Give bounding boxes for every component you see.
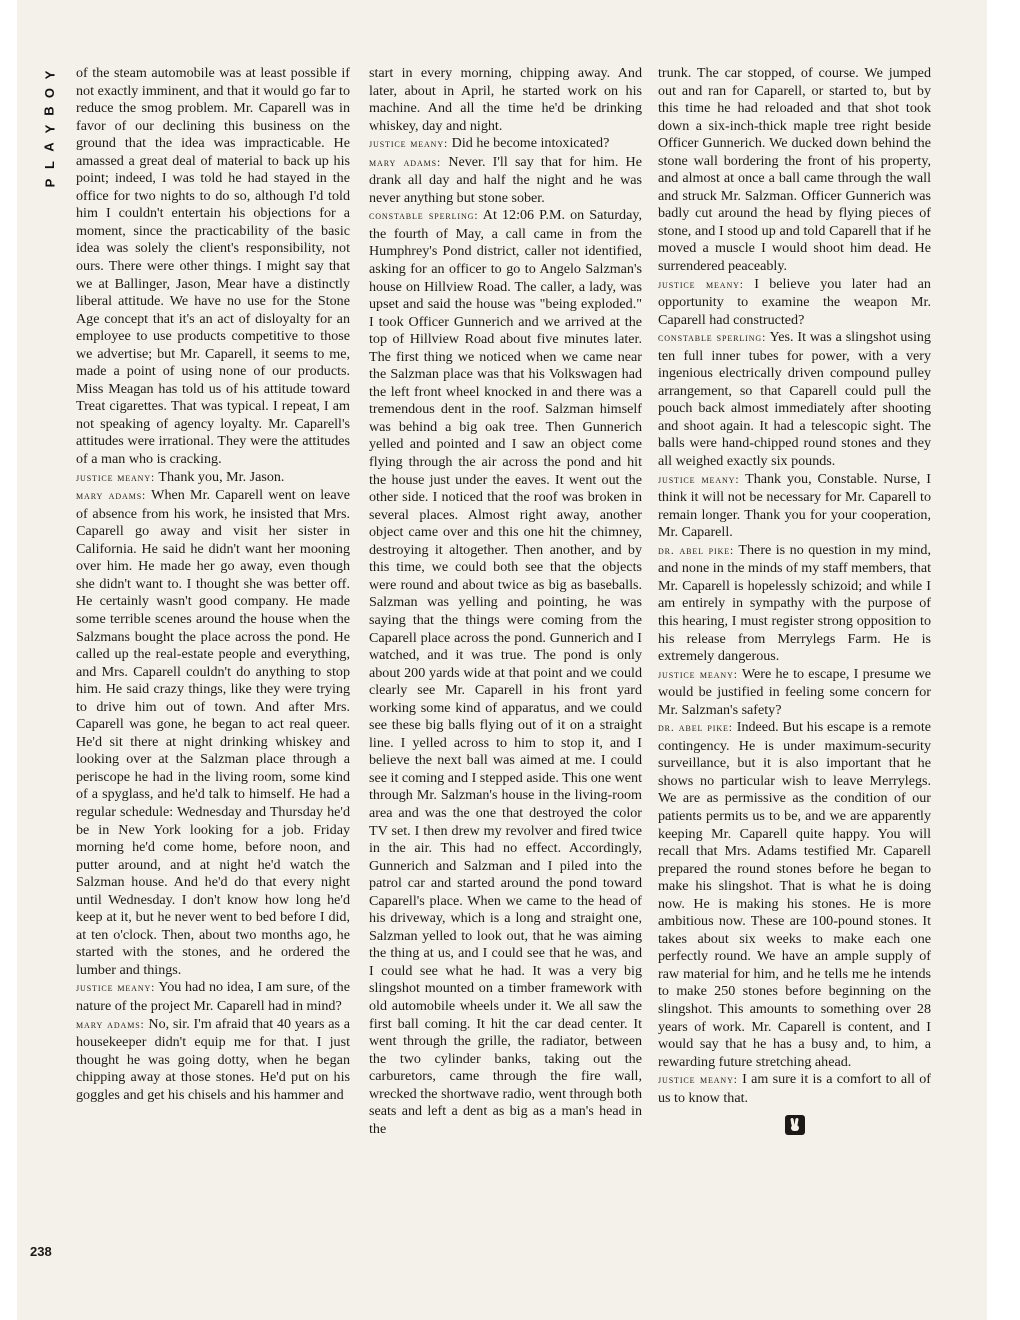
masthead-letter: B [41, 106, 57, 116]
masthead-letter: P [41, 178, 57, 188]
speaker-label: mary adams: [76, 1018, 145, 1031]
text-column-1 [76, 65, 350, 1104]
paragraph-text: There is no question in my mind, and none in the minds of my staff members, that Mr. Caparell is hopelessly schizoid; and while I am entirely in sympathy with the purpose of this hearing, I must register strong opposition to his release from Merrylegs Farm. He is extremely dangerous. [658, 541, 931, 665]
paragraph [76, 65, 350, 469]
paragraph [658, 666, 931, 720]
speaker-label: justice meany: [369, 138, 449, 151]
paragraph-text: trunk. The car stopped, of course. We jumped out and ran for Caparell, or started to, but by this time he had reloaded and that shot took down a six-inch-thick maple tree right beside Officer Gunnerich. We ducked down behind the stone wall bordering the front of his property, and almost at once a ball came through the wall and struck Mr. Salzman. Officer Gunnerich was badly cut around the head by flying pieces of stone, and I stood up and told Caparell that if he moved a muscle I would shoot him dead. He surrendered peaceably. [658, 65, 931, 275]
paragraph [658, 65, 931, 276]
paragraph [76, 979, 350, 1015]
paragraph [76, 487, 350, 979]
paragraph [658, 329, 931, 470]
masthead-letter: A [41, 142, 57, 152]
paragraph-text: When Mr. Caparell went on leave of absence from his work, he insisted that Mrs. Caparell go away and visit her sister in California. He said he didn't want her mooning over him. He made her go away, even though she didn't want to. I thought she was better off. He certainly wasn't good company. He made some terrible scenes around the house when the Salzmans bought the place across the pond. He called up the real-estate people and everything, and Mrs. Caparell couldn't do anything to stop him. He said crazy things, like they were trying to drive him out of town. And after Mrs. Caparell was gone, he began to act real queer. He'd sit there at night drinking whiskey and looking over at the Salzman place through a periscope he had in the living room, some kind of a spyglass, and he'd talk to himself. He had a regular schedule: Wednesday and Thursday he'd be in New York looking for a job. Friday morning he'd come home, before noon, and putter around, and at night he'd watch the Salzman house. And he'd do that every night until Wednesday. I don't know how long he'd keep at it, but he never went to bed before I did, at ten o'clock. Then, about two months ago, he started with the stones, and he ordered the lumber and things. [76, 487, 350, 978]
paragraph-text: Thank you, Mr. Jason. [158, 468, 285, 485]
paragraph-text: At 12:06 P.M. on Saturday, the fourth of May, a call came in from the Humphrey's Pond district, caller not identified, asking for an officer to go to Angelo Salzman's house on Hillview Road. The caller, a lady, was upset and said the house was "being exploded." I took Officer Gunnerich and we arrived at the top of Hillview Road about five minutes later. The first thing we noticed when we came near the Salzman place was that his Volkswagen had the left front wheel knocked in and there was a tremendous dent in the roof. Salzman himself was behind a big oak tree. Then Gunnerich yelled and pointed and I saw an object come flying through the air across the pond and hit the house just under the eaves. It went out the other side. I noticed that the roof was broken in several places. Almost right away, another object came over and this one hit the chimney, destroying it altogether. Then another, and by this time, we could both see that the objects were round and about twice as big as baseballs. Salzman was yelling and pointing, he was saying that the things were coming from the Caparell place across the pond. Gunnerich and I watched, and it was true. The pond is only about 200 yards wide at that point and we could clearly see Mr. Caparell in his front yard working some kind of apparatus, and we could see these big balls flying out of it on a straight line. I yelled across to him to stop it, and I believe the next ball was aimed at me. I could see it coming and I stepped aside. This one went through Mr. Salzman's house in the living-room area and was the one that destroyed the color TV set. I then drew my revolver and fired twice in the air. This had no effect. Accordingly, Gunnerich and Salzman and I piled into the patrol car and started around the pond toward Caparell's place. When we came to the head of his driveway, which is a long and straight one, Salzman yelled to look out, that he was aiming the thing at us, and I could see that he was, and I could see what he had. It was a very big slingshot mounted on a timber framework with old automobile wheels under it. We all saw the first ball coming. It hit the car dead center. It went through the grille, the radiator, between the two cylinder banks, taking out the carburetors, came through the fire wall, wrecked the shortwave radio, went through both seats and left a dent as big as a man's head in the [369, 207, 643, 1137]
paragraph [369, 154, 642, 208]
speaker-label: dr. abel pike: [658, 722, 733, 735]
paragraph [76, 469, 350, 488]
paragraph-text: I am sure it is a comfort to all of us to know that. [658, 1071, 931, 1106]
speaker-label: justice meany: [658, 473, 740, 486]
speaker-label: justice meany: [658, 668, 738, 681]
page-number: 238 [30, 1244, 52, 1259]
paragraph [369, 135, 642, 154]
speaker-label: mary adams: [76, 490, 147, 503]
speaker-label: dr. abel pike: [658, 544, 735, 557]
masthead-letter: Y [41, 70, 57, 80]
paragraph-text: Indeed. But his escape is a remote contingency. He is under maximum-security surveillance, but it is also important that he shows no particular wish to leave Merrylegs. We are as permissive as the condition of our patients permits us to be, and we are apparently keeping Mr. Caparell quite happy. You will recall that Mrs. Adams testified Mr. Caparell prepared the round stones before he began to make his slingshot. That is what he is doing now. He is making his stones. He is more ambitious now. These are 100-pound stones. It takes about six weeks to make each one perfectly round. We have an ample supply of raw material for him, and he tells me he intends to make 250 stones before beginning on the slingshot. This amounts to something over 28 years of work. Mr. Caparell is content, and I would say that he has a busy and, to him, a rewarding future stretching ahead. [658, 719, 931, 1070]
paragraph-text: I believe you later had an opportunity to examine the weapon Mr. Caparell had constructed? [658, 275, 931, 328]
masthead-vertical [39, 66, 61, 192]
paragraph [658, 719, 931, 1071]
paragraph-text: of the steam automobile was at least possible if not exactly imminent, and that it would go far to reduce the smog problem. Mr. Caparell was in favor of our declining this business on the ground that the idea was impracticable. He amassed a great deal of material to back up his point; indeed, I was told he had stayed in the office for two nights to do so, although I'd told him I couldn't entertain his objections for a moment, since the practicability of the basic idea was solely the client's responsibility, not ours. There were other things. I might say that we at Ballinger, Jason, Mear have a distinctly liberal attitude. We have no use for the Stone Age concept that it's an act of disloyalty for an employee to use products competitive to those we advertise; but Mr. Caparell, it seems to me, made a point of using none of our products. Miss Meagan has told us of his attitude toward Treat cigarettes. That was typical. I repeat, I am not speaking of agency loyalty. Mr. Caparell's attitudes were irrational. They were the attitudes of a man who is cracking. [76, 65, 350, 468]
paragraph-text: Thank you, Constable. Nurse, I think it will not be necessary for Mr. Caparell to remain longer. Thank you for your cooperation, Mr. Caparell. [658, 470, 931, 541]
paragraph [658, 1071, 931, 1107]
paragraph-text: No, sir. I'm afraid that 40 years as a housekeeper didn't equip me for that. I just thought he was going dotty, when he began chipping away at those stones. He'd put on his goggles and get his chisels and his hammer and [76, 1015, 350, 1103]
paragraph [658, 542, 931, 666]
masthead-letter: Y [41, 124, 57, 134]
magazine-page [17, 0, 987, 1320]
paragraph-text: start in every morning, chipping away. And later, about in April, he started work on his machine. And all the time he'd be drinking whiskey, day and night. [369, 65, 642, 134]
speaker-label: justice meany: [658, 278, 744, 291]
paragraph-text: Yes. It was a slingshot using ten full inner tubes for power, with a very ingenious electrically driven compound pulley arrangement, so that Caparell could pull the pouch back almost immediately after shooting and shoot again. It had a telescopic sight. The balls were hand-chipped round stones and they all weighed exactly six pounds. [658, 329, 931, 470]
text-column-3 [658, 65, 931, 1135]
paragraph [369, 65, 642, 135]
rabbit-head-end-mark-icon [785, 1115, 805, 1135]
speaker-label: justice meany: [76, 471, 156, 484]
paragraph [369, 207, 642, 1138]
text-column-2 [369, 65, 642, 1138]
paragraph [658, 471, 931, 542]
paragraph-text: You had no idea, I am sure, of the nature of the project Mr. Caparell had in mind? [76, 979, 350, 1014]
speaker-label: constable sperling: [658, 332, 767, 345]
masthead-letter: O [42, 87, 57, 99]
speaker-label: constable sperling: [369, 210, 479, 223]
paragraph-text: Did he become intoxicated? [451, 135, 610, 152]
speaker-label: mary adams: [369, 156, 442, 169]
paragraph-text: Never. I'll say that for him. He drank all day and half the night and he was never anything but stone sober. [369, 153, 642, 206]
speaker-label: justice meany: [658, 1074, 738, 1087]
paragraph [658, 276, 931, 330]
speaker-label: justice meany: [76, 982, 156, 995]
masthead-letter: L [41, 161, 57, 169]
paragraph [76, 1016, 350, 1105]
paragraph-text: Were he to escape, I presume we would be justified in feeling some concern for Mr. Salzman's safety? [658, 665, 932, 718]
